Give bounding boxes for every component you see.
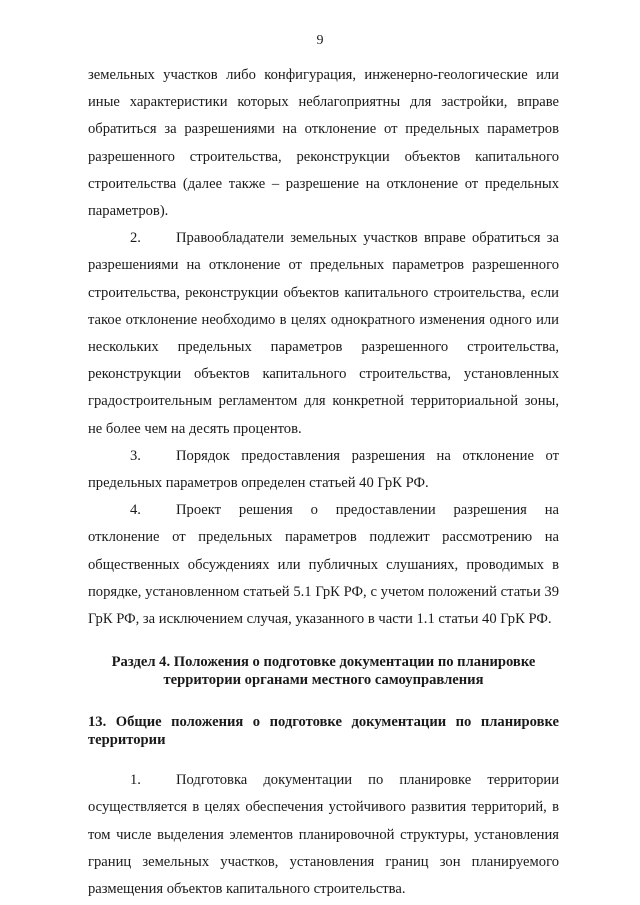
list-item — [88, 497, 559, 633]
paragraph-continuation: земельных участков либо конфигурация, инженерно-геологические или иные характеристики которых неблагоприятны для застройки, вправе обратиться за разрешениями на отклонение от предельных параметров разрешенного строительства, реконструкции объектов капитального строительства (далее также – разрешение на отклонение от предельных параметров). — [88, 67, 559, 220]
item-number: 2. — [130, 230, 141, 247]
list-item — [88, 767, 559, 903]
section-heading-line: территории органами местного самоуправления — [163, 672, 484, 689]
document-body — [88, 62, 559, 903]
page-number: 9 — [316, 33, 324, 48]
list-item — [88, 225, 559, 443]
item-number: 3. — [130, 447, 141, 464]
section-heading — [88, 653, 559, 689]
item-number: 1. — [130, 772, 141, 789]
item-number: 4. — [130, 502, 141, 519]
item-text: Проект решения о предоставлении разрешения на отклонение от предельных параметров подлежит рассмотрению на общественных обсуждениях или публичных слушаниях, проводимых в порядке, установленном статьей 5.1 ГрК РФ, с учетом положений статьи 39 ГрК РФ, за исключением случая, указанного в части 1.1 статьи 40 ГрК РФ. — [88, 502, 559, 628]
section-heading-line: Раздел 4. Положения о подготовке документации по планировке — [111, 654, 536, 671]
item-text: Подготовка документации по планировке территории осуществляется в целях обеспечения устойчивого развития территорий, в том числе выделения элементов планировочной структуры, установления границ земельных участков, установления границ зон планируемого размещения объектов капитального строительства. — [88, 772, 559, 898]
list-item — [88, 443, 559, 497]
article-heading: 13. Общие положения о подготовке документации по планировке территории — [88, 714, 559, 749]
item-text: Правообладатели земельных участков вправе обратиться за разрешениями на отклонение от предельных параметров разрешенного строительства, реконструкции объектов капитального строительства, если такое отклонение необходимо в целях однократного изменения одного или нескольких предельных параметров разрешенного строительства, реконструкции объектов капитального строительства, установленных градостроительным регламентом для конкретной территориальной зоны, не более чем на десять процентов. — [88, 230, 559, 437]
item-text: Порядок предоставления разрешения на отклонение от предельных параметров определен статьей 40 ГрК РФ. — [88, 447, 559, 492]
